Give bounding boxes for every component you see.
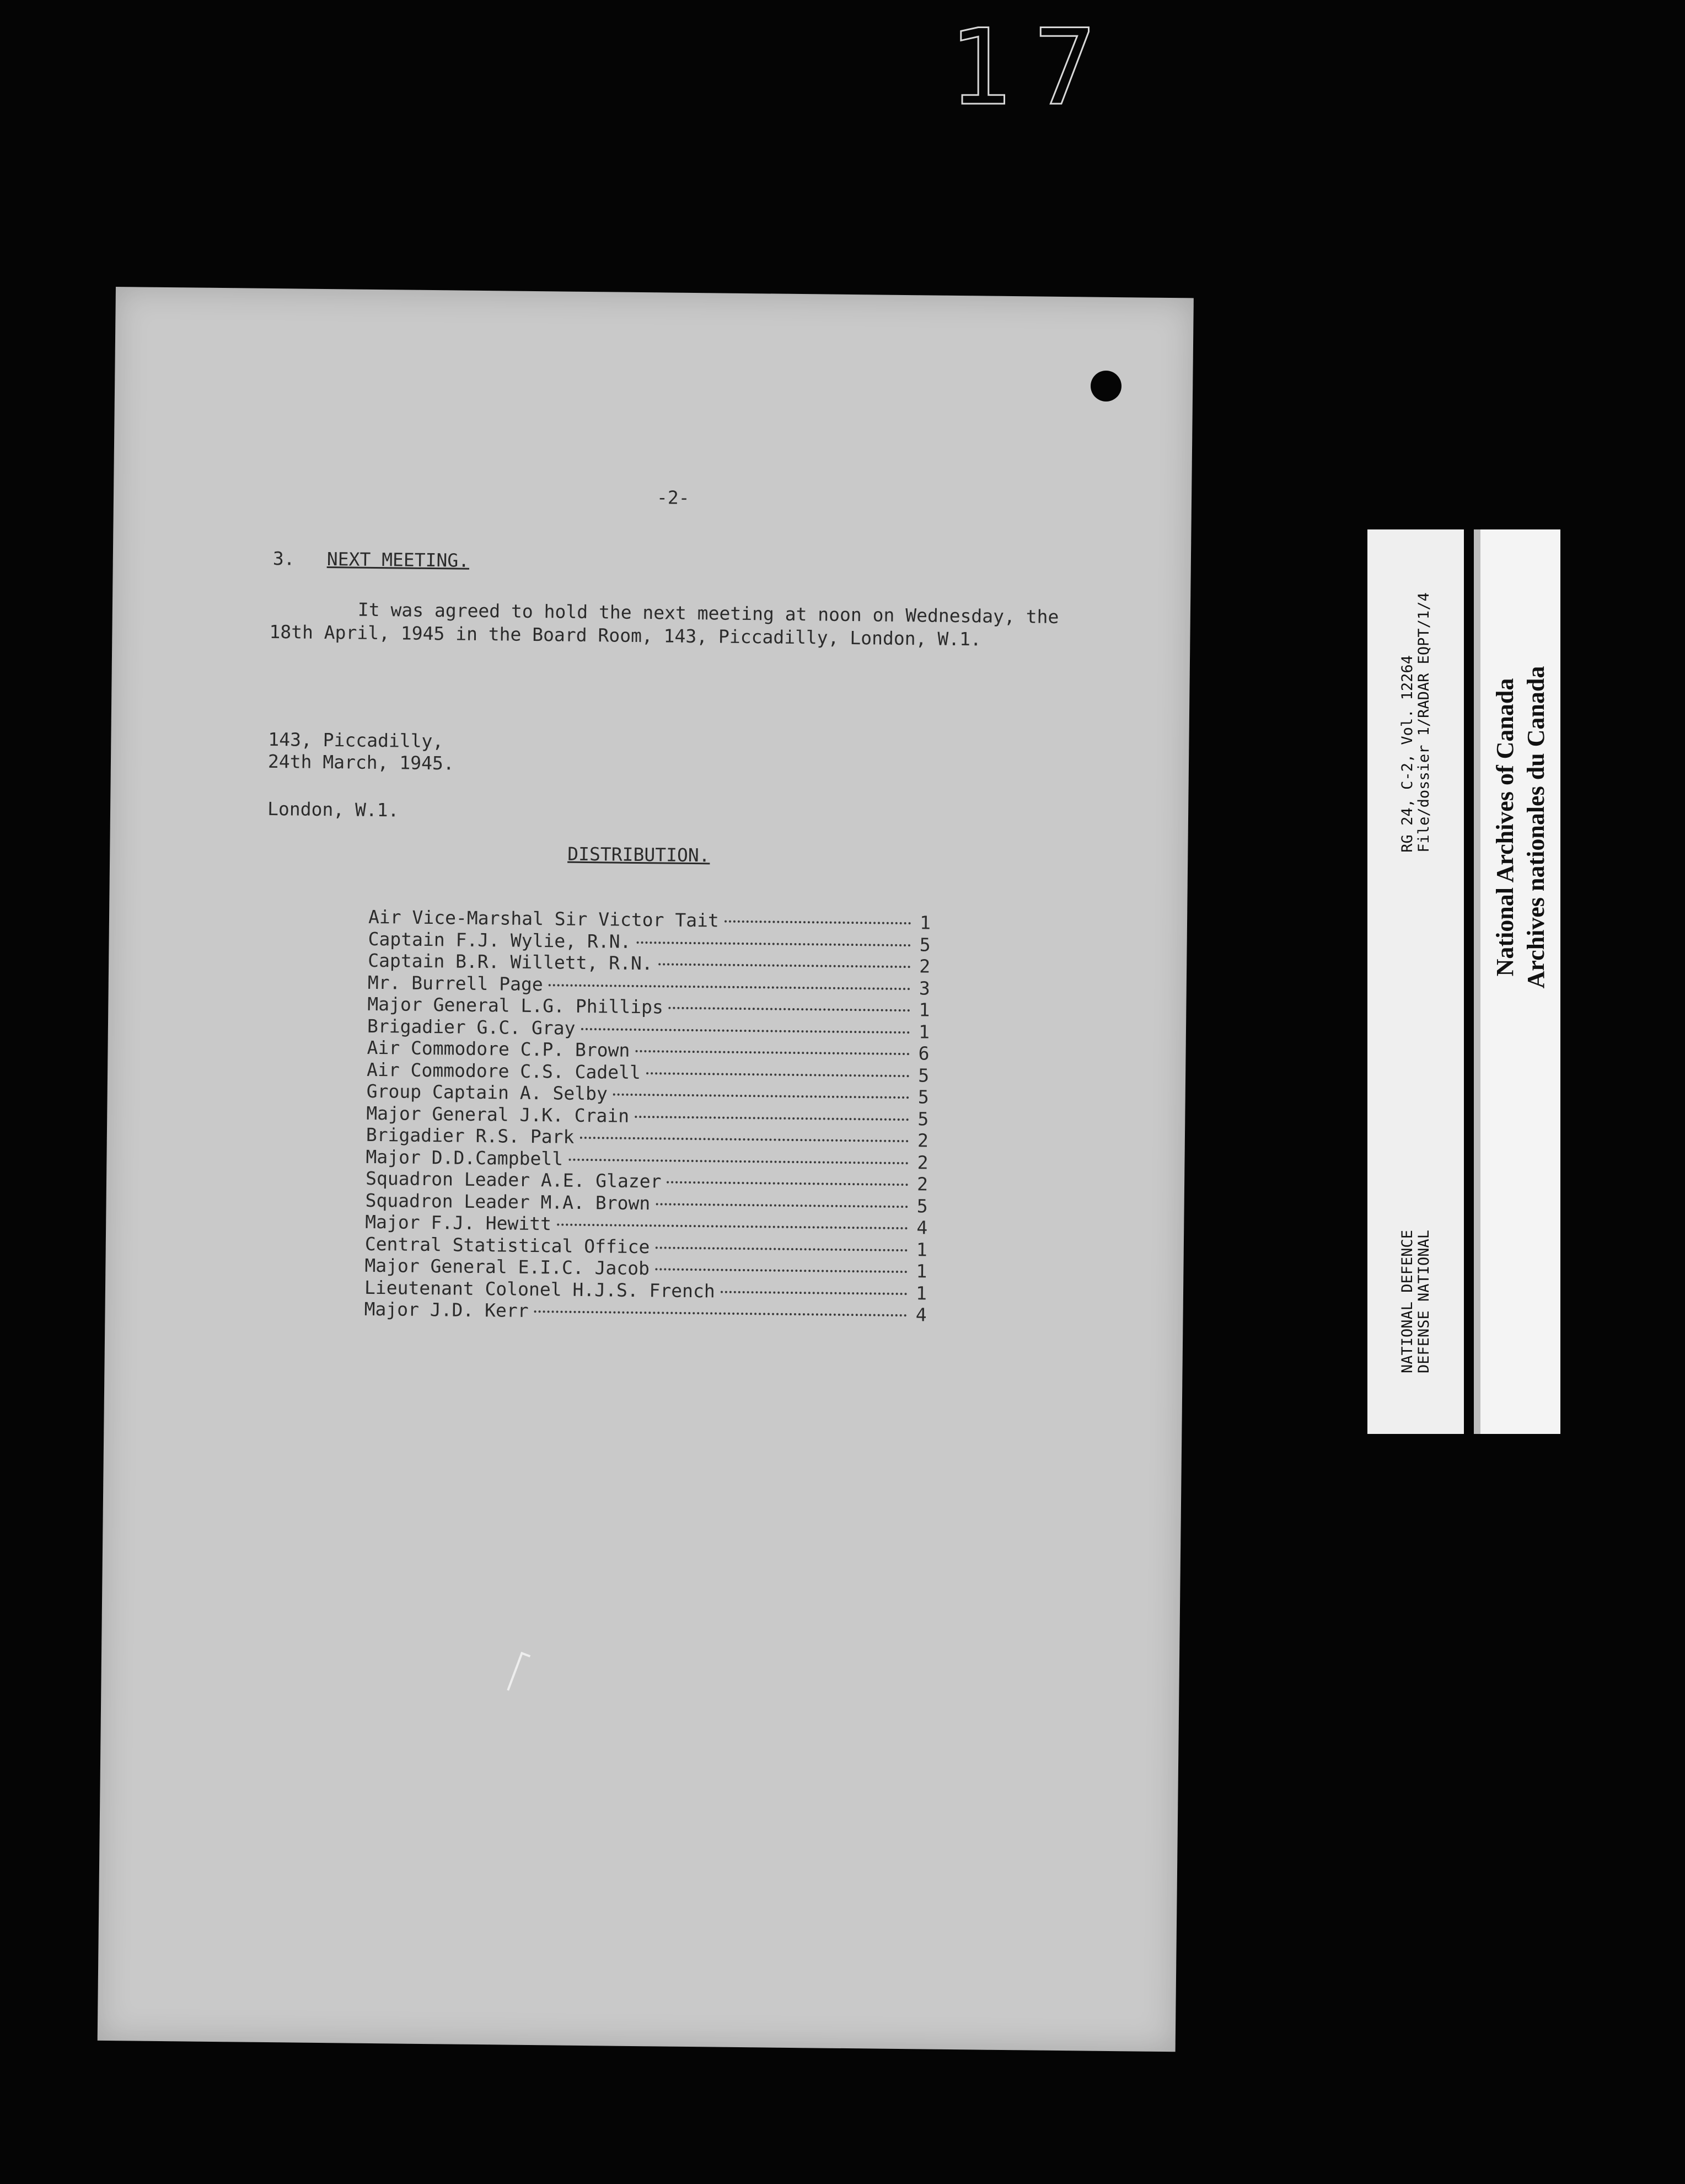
leader-dots (655, 1246, 907, 1251)
copy-count: 1 (915, 1282, 927, 1304)
recipient-name: Major General L.G. Phillips (367, 993, 664, 1018)
archives-name-en: National Archives of Canada (1491, 678, 1518, 977)
recipient-name: Brigadier R.S. Park (366, 1123, 575, 1148)
recipient-name: Central Statistical Office (364, 1233, 650, 1257)
leader-dots (725, 920, 911, 925)
copy-count: 2 (916, 1173, 929, 1195)
section-title: NEXT MEETING. (326, 548, 470, 571)
leader-dots (613, 1094, 909, 1099)
address-block (267, 682, 444, 869)
copy-count: 1 (919, 999, 930, 1021)
page-number: -2- (656, 486, 690, 508)
reference-label (1399, 592, 1432, 852)
address-line: London, W.1. (267, 797, 399, 821)
recipient-name: Major General J.K. Crain (366, 1102, 630, 1127)
leader-dots (534, 1310, 907, 1316)
recipient-name: Major J.D. Kerr (364, 1298, 529, 1321)
archives-label-strip (1474, 529, 1560, 1434)
defence-label (1399, 1230, 1432, 1373)
leader-dots (658, 963, 910, 968)
copy-count: 6 (918, 1042, 930, 1064)
recipient-name: Squadron Leader A.E. Glazer (365, 1167, 662, 1192)
copy-count: 5 (916, 1195, 928, 1217)
copy-count: 3 (919, 977, 930, 999)
copy-count: 5 (918, 1064, 930, 1086)
copy-count: 5 (919, 933, 931, 956)
leader-dots (581, 1027, 910, 1033)
paragraph-line: 18th April, 1945 in the Board Room, 143, Piccadilly, London, W.1. (269, 620, 982, 650)
document-page (98, 287, 1194, 2052)
leader-dots (557, 1223, 908, 1229)
meeting-paragraph (269, 597, 1119, 652)
distribution-list (364, 906, 931, 1326)
copy-count: 1 (918, 1020, 930, 1043)
leader-dots (635, 1115, 909, 1120)
recipient-name: Brigadier G.C. Gray (367, 1015, 576, 1039)
recipient-name: Captain F.J. Wylie, R.N. (368, 928, 631, 952)
leader-dots (636, 941, 910, 946)
punch-hole (1091, 371, 1121, 402)
leader-dots (579, 1137, 909, 1142)
leader-dots (655, 1268, 907, 1273)
defence-label-strip (1367, 529, 1464, 1434)
recipient-name: Captain B.R. Willett, R.N. (368, 949, 653, 975)
copy-count: 5 (917, 1086, 929, 1108)
leader-dots (646, 1072, 909, 1077)
section-number: 3. (272, 548, 295, 570)
recipient-name: Air Commodore C.S. Cadell (366, 1058, 641, 1083)
recipient-name: Mr. Burrell Page (367, 971, 543, 995)
leader-dots (667, 1181, 908, 1186)
copy-count: 5 (917, 1107, 929, 1130)
distribution-title: DISTRIBUTION. (567, 843, 710, 866)
leader-dots (656, 1203, 908, 1208)
recipient-name: Group Captain A. Selby (366, 1080, 608, 1105)
recipient-name: Air Commodore C.P. Brown (367, 1036, 630, 1061)
recipient-name: Squadron Leader M.A. Brown (365, 1189, 651, 1214)
recipient-name: Air Vice-Marshal Sir Victor Tait (368, 906, 719, 932)
leader-dots (635, 1050, 909, 1055)
reference-line: RG 24, C-2, Vol. 12264 (1398, 655, 1416, 853)
recipient-name: Major D.D.Campbell (366, 1145, 564, 1170)
archives-label (1490, 666, 1552, 989)
copy-count: 2 (917, 1130, 929, 1152)
copy-count: 4 (915, 1304, 927, 1326)
document-date: 24th March, 1945. (267, 750, 454, 774)
defence-line: NATIONAL DEFENCE (1398, 1229, 1416, 1374)
copy-count: 1 (919, 912, 931, 934)
copy-count: 1 (916, 1260, 927, 1282)
paragraph-line: It was agreed to hold the next meeting at noon on Wednesday, the (357, 598, 1059, 628)
defence-line: DEFENSE NATIONAL (1415, 1229, 1432, 1374)
copy-count: 4 (916, 1217, 928, 1239)
leader-dots (721, 1291, 907, 1295)
leader-dots (549, 984, 910, 990)
recipient-name: Lieutenant Colonel H.J.S. French (364, 1276, 715, 1302)
pencil-tick-mark (507, 1652, 530, 1694)
copy-count: 2 (917, 1151, 929, 1174)
address-line: 143, Piccadilly, (268, 728, 444, 752)
copy-count: 2 (919, 955, 931, 977)
recipient-name: Major General E.I.C. Jacob (364, 1254, 650, 1280)
reference-line: File/dossier 1/RADAR EQPT/1/4 (1415, 592, 1432, 853)
frame-number: 17 (948, 7, 1119, 129)
archives-name-fr: Archives nationales du Canada (1522, 666, 1549, 989)
leader-dots (568, 1158, 908, 1164)
leader-dots (669, 1007, 910, 1012)
recipient-name: Major F.J. Hewitt (365, 1211, 552, 1235)
copy-count: 1 (916, 1238, 928, 1261)
